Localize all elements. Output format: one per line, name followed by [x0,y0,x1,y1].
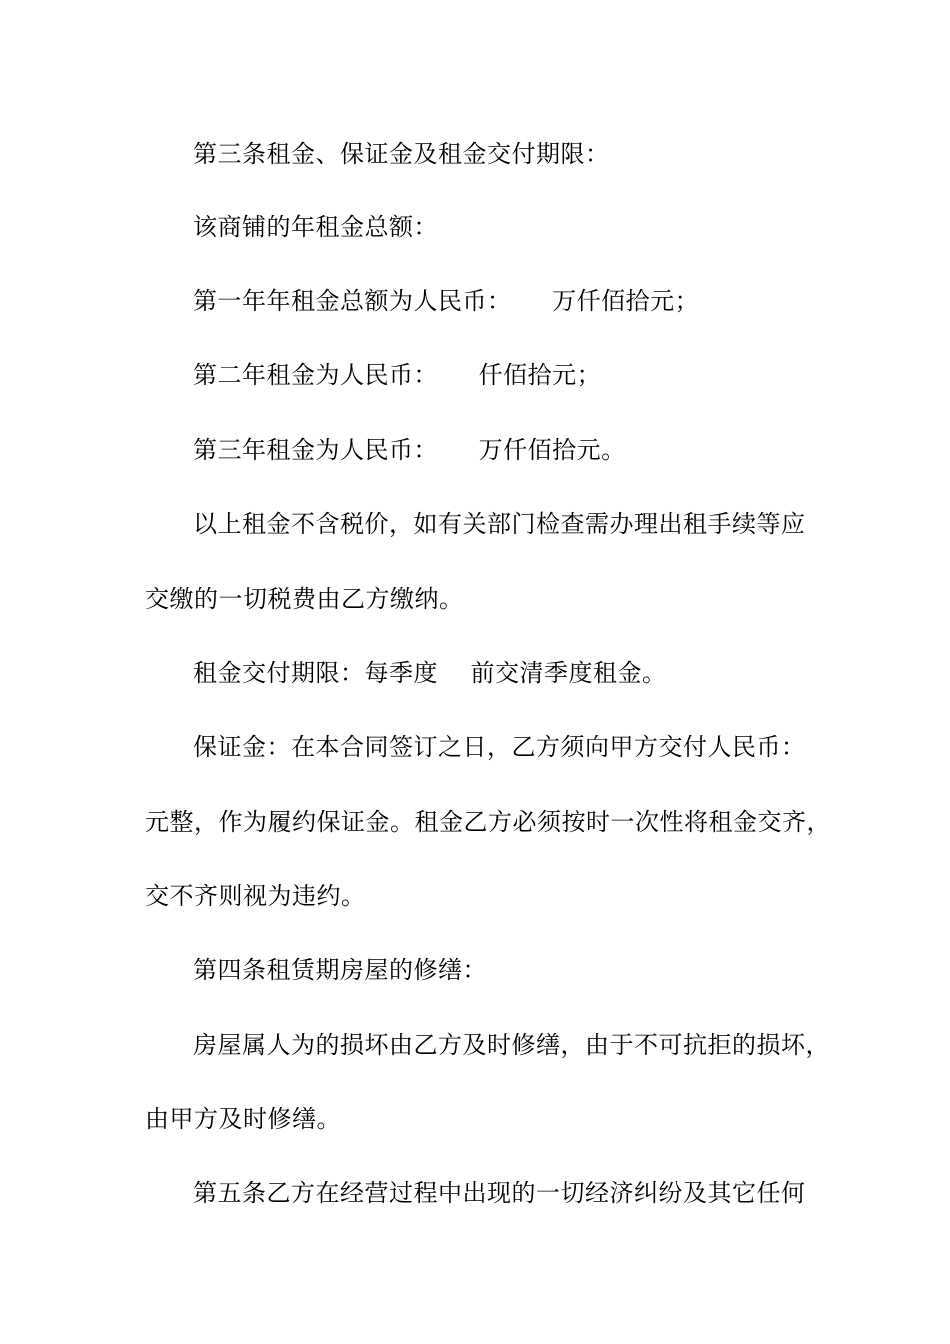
repair-line-2: 由甲方及时修缮。 [145,1105,341,1133]
payment-deadline-line: 租金交付期限：每季度 前交清季度租金。 [193,659,667,687]
tax-note-line-1: 以上租金不含税价，如有关部门检查需办理出租手续等应 [193,510,806,538]
year-1-rent-line: 第一年年租金总额为人民币： 万仟佰拾元； [193,287,700,315]
year-2-rent-line: 第二年租金为人民币： 仟佰拾元； [193,361,602,389]
deposit-line-2: 元整，作为履约保证金。租金乙方必须按时一次性将租金交齐， [145,808,831,836]
annual-rent-total-label: 该商铺的年租金总额： [193,213,438,241]
repair-line-1: 房屋属人为的损坏由乙方及时修缮，由于不可抗拒的损坏， [193,1031,830,1059]
clause-3-heading: 第三条租金、保证金及租金交付期限： [193,140,610,168]
clause-4-heading: 第四条租赁期房屋的修缮： [193,956,487,984]
year-3-rent-line: 第三年租金为人民币： 万仟佰拾元。 [193,436,626,464]
deposit-line-3: 交不齐则视为违约。 [145,882,366,910]
clause-5-line-1: 第五条乙方在经营过程中出现的一切经济纠纷及其它任何 [193,1179,806,1207]
deposit-line-1: 保证金：在本合同签订之日，乙方须向甲方交付人民币： [193,733,806,761]
tax-note-line-2: 交缴的一切税费由乙方缴纳。 [145,585,464,613]
